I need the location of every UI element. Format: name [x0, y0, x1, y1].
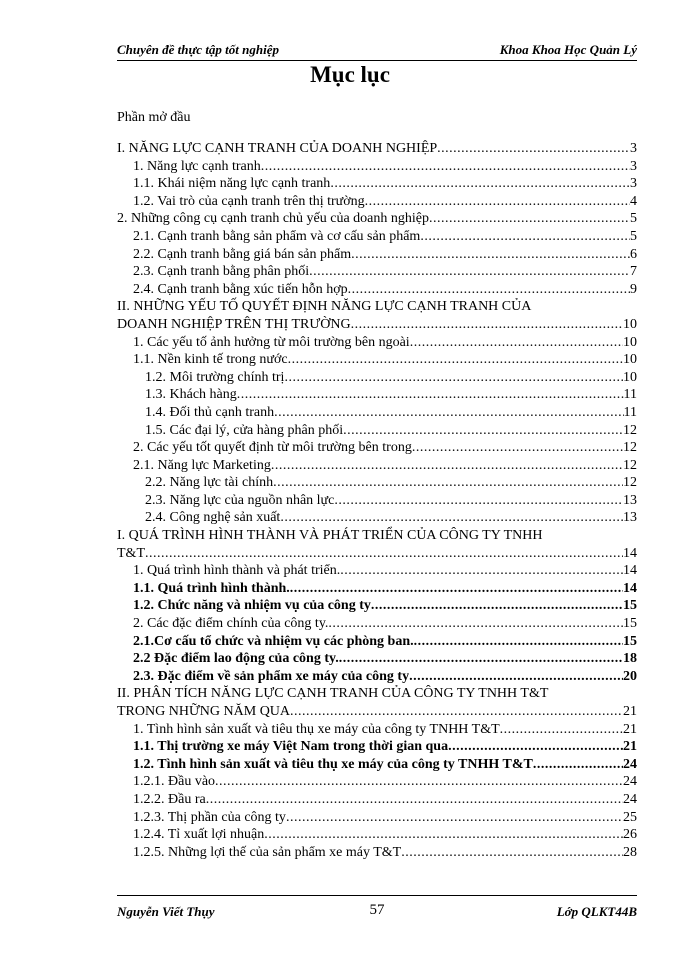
toc-entry[interactable]	[117, 545, 637, 563]
toc-page-number: 5	[630, 228, 637, 244]
toc-entry-text: 2.4. Cạnh tranh bằng xúc tiến hỗn hợp	[133, 281, 348, 297]
page-footer	[117, 895, 637, 922]
toc-leader-dots	[145, 545, 623, 562]
toc-entry-text: 1.5. Các đại lý, cửa hàng phân phối	[145, 422, 344, 438]
toc-entry-text: T&T	[117, 545, 145, 561]
toc-entry-text: 2. Các đặc điểm chính của công ty.	[133, 616, 329, 632]
toc-entry[interactable]	[117, 457, 637, 475]
toc-entry-text: 1.1. Thị trường xe máy Việt Nam trong thời gian qua	[133, 739, 449, 755]
toc-page-number: 14	[623, 545, 637, 561]
header-left-text: Chuyên đề thực tập tốt nghiệp	[117, 42, 279, 57]
toc-entry[interactable]	[117, 703, 637, 721]
toc-entry[interactable]	[117, 668, 637, 686]
toc-entry[interactable]	[117, 492, 637, 510]
toc-entry[interactable]	[117, 474, 637, 492]
toc-page-number: 24	[623, 774, 637, 790]
toc-leader-dots	[348, 281, 630, 298]
toc-entry-text: 1.1. Khái niệm năng lực cạnh tranh	[133, 176, 331, 192]
toc-leader-dots	[437, 140, 630, 157]
toc-entry-text: 2.3. Cạnh tranh bằng phân phối	[133, 264, 310, 280]
toc-entry[interactable]	[117, 721, 637, 739]
toc-leader-dots	[500, 721, 623, 738]
toc-entry-text: 1.2.4. Tỉ xuất lợi nhuận	[133, 827, 265, 843]
toc-page-number: 14	[623, 580, 637, 596]
toc-leader-dots	[409, 668, 623, 685]
toc-entry[interactable]	[117, 281, 637, 299]
toc-leader-dots	[328, 615, 623, 632]
toc-leader-dots	[334, 492, 623, 509]
toc-page-number: 12	[623, 475, 637, 491]
toc-entry[interactable]	[117, 386, 637, 404]
toc-entry[interactable]	[117, 158, 637, 176]
toc-leader-dots	[271, 457, 623, 474]
page-title: Mục lục	[310, 62, 390, 87]
toc-page-number: 21	[623, 721, 637, 737]
toc-page-number: 26	[623, 827, 637, 843]
toc-entry-text: 1. Quá trình hình thành và phát triển.	[133, 563, 341, 579]
toc-page-number: 11	[623, 387, 637, 403]
toc-page-number: 12	[623, 440, 637, 456]
toc-entry-text: 1.3. Khách hàng	[145, 387, 237, 403]
toc-entry[interactable]	[117, 826, 637, 844]
toc-leader-dots	[412, 439, 623, 456]
toc-page-number: 5	[630, 211, 637, 227]
toc-page-number: 15	[623, 616, 637, 632]
toc-entry-text: DOANH NGHIỆP TRÊN THỊ TRƯỜNG	[117, 316, 351, 332]
toc-leader-dots	[371, 597, 623, 614]
toc-entry-text: 1.2. Tình hình sản xuất và tiêu thụ xe máy của công ty TNHH T&T	[133, 756, 533, 772]
toc-entry[interactable]	[117, 773, 637, 791]
toc-leader-dots	[261, 158, 630, 175]
toc-page-number: 21	[623, 704, 637, 719]
toc-entry-text: 1.2. Vai trò của cạnh tranh trên thị trường	[133, 193, 365, 209]
toc-page-number: 24	[623, 791, 637, 807]
toc-entry[interactable]	[117, 633, 637, 651]
toc-entry[interactable]	[117, 756, 637, 774]
toc-leader-dots	[351, 246, 630, 263]
toc-entry-text: 2.2. Năng lực tài chính	[145, 475, 274, 491]
toc-page-number: 4	[630, 193, 637, 209]
toc-leader-dots	[414, 633, 623, 650]
toc-leader-dots	[237, 386, 624, 403]
toc-entry-text: TRONG NHỮNG NĂM QUA	[117, 704, 291, 719]
toc-page-number: 15	[623, 598, 637, 614]
toc-entry-text: 2.3. Năng lực của nguồn nhân lực	[145, 492, 335, 508]
toc-entry[interactable]	[117, 351, 637, 369]
toc-entry-text: I. NĂNG LỰC CẠNH TRANH CỦA DOANH NGHIỆP	[117, 141, 438, 156]
toc-page-number: 10	[623, 316, 637, 332]
page-header	[117, 38, 637, 61]
toc-entry-text: 1.2. Môi trường chính trị	[145, 369, 285, 385]
table-of-contents	[117, 140, 637, 861]
toc-entry-text: 2.1. Năng lực Marketing	[133, 457, 271, 473]
toc-page-number: 3	[630, 176, 637, 192]
toc-entry-text: 2. Các yếu tốt quyết định từ môi trường bên trong	[133, 440, 412, 456]
toc-page-number: 24	[623, 756, 637, 772]
toc-leader-dots	[274, 404, 623, 421]
footer-class: Lớp QLKT44B	[556, 904, 637, 919]
toc-page-number: 10	[623, 369, 637, 385]
toc-entry-text: 2.4. Công nghệ sản xuất	[145, 510, 281, 526]
toc-page-number: 12	[623, 457, 637, 473]
toc-page-number: 9	[630, 281, 637, 297]
toc-leader-dots	[339, 650, 623, 667]
toc-leader-dots	[273, 474, 623, 491]
toc-entry[interactable]	[117, 263, 637, 281]
toc-entry-text: 2.1.Cơ cấu tổ chức và nhiệm vụ các phòng ban.	[133, 633, 414, 649]
toc-leader-dots	[309, 263, 630, 280]
toc-leader-dots	[284, 369, 623, 386]
toc-leader-dots	[533, 756, 623, 773]
toc-entry-text: 2.1. Cạnh tranh bằng sản phẩm và cơ cấu sản phẩm	[133, 228, 421, 244]
toc-entry[interactable]	[117, 316, 637, 334]
toc-entry[interactable]	[117, 509, 637, 527]
toc-entry[interactable]	[117, 246, 637, 264]
toc-page-number: 20	[623, 668, 637, 684]
toc-entry[interactable]	[117, 580, 637, 598]
toc-entry[interactable]	[117, 791, 637, 809]
toc-leader-dots	[401, 844, 623, 861]
toc-entry[interactable]	[117, 844, 637, 862]
toc-entry-text: 2.2. Cạnh tranh bằng giá bán sản phẩm	[133, 246, 352, 262]
toc-leader-dots	[215, 773, 623, 790]
toc-entry[interactable]	[117, 334, 637, 352]
toc-page-number: 21	[623, 739, 637, 755]
toc-page-number: 12	[623, 422, 637, 438]
intro-heading: Phần mở đầu	[117, 110, 191, 125]
toc-page-number: 13	[623, 492, 637, 508]
toc-page-number: 25	[623, 809, 637, 825]
toc-leader-dots	[365, 193, 630, 210]
toc-entry-text: 1.1. Quá trình hình thành.	[133, 580, 290, 596]
toc-entry-text: 1.2.2. Đầu ra	[133, 791, 206, 807]
toc-entry-text: 1.4. Đối thủ cạnh tranh	[145, 404, 275, 420]
toc-entry[interactable]	[117, 439, 637, 457]
toc-leader-dots	[448, 738, 623, 755]
toc-leader-dots	[330, 175, 630, 192]
toc-leader-dots	[206, 791, 623, 808]
toc-page-number: 13	[623, 510, 637, 526]
toc-page-number: 6	[630, 246, 637, 262]
toc-entry-text: 1.2. Chức năng và nhiệm vụ của công ty	[133, 598, 371, 614]
toc-entry[interactable]	[117, 597, 637, 615]
footer-page-number: 57	[369, 902, 385, 918]
toc-entry-title-line: II. PHÂN TÍCH NĂNG LỰC CẠNH TRANH CỦA CÔNG TY TNHH T&T	[117, 686, 549, 702]
toc-entry[interactable]	[117, 422, 637, 440]
toc-leader-dots	[290, 703, 623, 720]
toc-leader-dots	[351, 316, 623, 333]
toc-entry[interactable]	[117, 809, 637, 827]
toc-leader-dots	[420, 228, 630, 245]
toc-entry-title-line: I. QUÁ TRÌNH HÌNH THÀNH VÀ PHÁT TRIỂN CỦA CÔNG TY TNHH	[117, 528, 543, 544]
toc-leader-dots	[343, 422, 623, 439]
toc-entry[interactable]	[117, 193, 637, 211]
header-right-text: Khoa Khoa Học Quản Lý	[499, 42, 637, 57]
toc-page-number: 11	[623, 404, 637, 420]
toc-page-number: 14	[623, 563, 637, 579]
toc-entry-text: 2.2 Đặc điểm lao động của công ty.	[133, 651, 339, 667]
toc-page-number: 10	[623, 352, 637, 368]
toc-entry[interactable]	[117, 404, 637, 422]
toc-entry[interactable]	[117, 738, 637, 756]
toc-entry-text: 1. Năng lực cạnh tranh	[133, 158, 261, 174]
toc-leader-dots	[290, 580, 623, 597]
toc-page-number: 7	[630, 264, 637, 280]
toc-entry-title-line: II. NHỮNG YẾU TỐ QUYẾT ĐỊNH NĂNG LỰC CẠNH TRANH CỦA	[117, 299, 532, 315]
toc-entry[interactable]	[117, 369, 637, 387]
toc-entry[interactable]	[117, 562, 637, 580]
toc-entry-text: 1.2.1. Đầu vào	[133, 774, 216, 790]
toc-entry-text: 2. Những công cụ cạnh tranh chủ yếu của doanh nghiệp	[117, 211, 429, 227]
toc-leader-dots	[288, 351, 623, 368]
toc-entry[interactable]	[117, 650, 637, 668]
toc-entry-text: 1.2.5. Những lợi thế của sản phẩm xe máy T&T	[133, 844, 402, 860]
toc-leader-dots	[429, 210, 630, 227]
toc-entry[interactable]	[117, 228, 637, 246]
toc-entry-text: 1.2.3. Thị phần của công ty	[133, 809, 286, 825]
toc-entry[interactable]	[117, 210, 637, 228]
toc-entry[interactable]	[117, 175, 637, 193]
toc-entry-text: 1.1. Nền kinh tế trong nước	[133, 352, 288, 368]
toc-leader-dots	[280, 509, 623, 526]
toc-page-number: 28	[623, 844, 637, 860]
toc-page-number: 18	[623, 651, 637, 667]
toc-entry-text: 2.3. Đặc điểm về sản phẩm xe máy của công ty	[133, 668, 410, 684]
toc-leader-dots	[340, 562, 623, 579]
toc-entry[interactable]	[117, 615, 637, 633]
toc-entry[interactable]	[117, 140, 637, 158]
toc-page-number: 3	[630, 158, 637, 174]
toc-leader-dots	[264, 826, 623, 843]
toc-entry-text: 1. Các yếu tố ảnh hưởng từ môi trường bên ngoài	[133, 334, 410, 350]
toc-page-number: 3	[630, 141, 637, 156]
toc-page-number: 15	[623, 633, 637, 649]
toc-page-number: 10	[623, 334, 637, 350]
toc-leader-dots	[286, 809, 623, 826]
toc-leader-dots	[410, 334, 623, 351]
toc-entry-text: 1. Tình hình sản xuất và tiêu thụ xe máy của công ty TNHH T&T	[133, 721, 500, 737]
footer-author: Nguyễn Viết Thụy	[117, 904, 215, 919]
